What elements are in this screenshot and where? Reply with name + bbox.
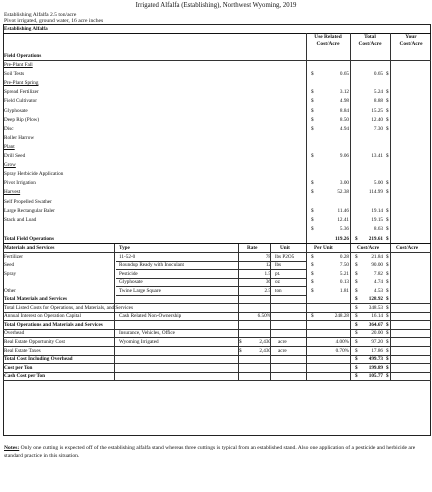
field-row-label: Glyphosate <box>4 107 28 114</box>
field-row-label: Pre-Plant Fall <box>4 62 33 68</box>
your-cost-divider <box>390 244 391 381</box>
field-row-label: Disc <box>4 125 14 132</box>
dollar-sign: $ <box>386 330 389 337</box>
cost-per-ton-row-label: Cost per Ton <box>4 364 33 371</box>
material-label: Other <box>4 287 16 294</box>
dollar-sign: $ <box>386 71 389 78</box>
field-row-use-cost: 3.00 <box>339 180 349 187</box>
dollar-sign: $ <box>386 125 389 132</box>
field-row-label: Roller Harrow <box>4 134 35 141</box>
field-row <box>3 116 431 124</box>
field-row-use-cost: 12.41 <box>337 216 349 223</box>
dollar-sign: $ <box>355 304 358 311</box>
total-overhead-row <box>3 355 431 363</box>
field-row-use-cost: 8.84 <box>339 107 349 114</box>
field-row-label: Drill Seed <box>4 153 26 159</box>
dollar-sign: $ <box>386 216 389 223</box>
real-estate-opportunity-row-value: 97.20 <box>371 338 383 345</box>
field-row-label: Self Propelled Swather <box>4 198 52 205</box>
field-row-label: Pre-Plant Spring <box>4 80 39 87</box>
field-row-label: Large Rectangular Baler <box>4 207 55 214</box>
materials-label: Materials and Services <box>4 244 55 251</box>
materials-per-unit-header: Per Unit <box>314 244 333 251</box>
total-materials-row <box>3 295 431 303</box>
field-row-total-cost: 5.00 <box>373 180 383 187</box>
material-rate: 36 <box>265 279 271 286</box>
re-opp-unit: acre <box>278 338 287 345</box>
field-row-total-cost: 7.30 <box>373 125 383 132</box>
field-row <box>3 161 431 169</box>
interest-row <box>3 312 431 320</box>
total-overhead-row-value: 499.73 <box>368 356 383 363</box>
total-ops-row-label: Total Operations and Materials and Services <box>4 321 103 328</box>
overhead-row-value: 20.00 <box>371 330 383 337</box>
field-row <box>3 61 431 69</box>
cash-cost-row-label: Cash Cost per Ton <box>4 373 45 380</box>
dollar-sign: $ <box>386 321 389 328</box>
material-row <box>3 270 431 278</box>
interest-row-value: 16.14 <box>371 313 383 320</box>
per-unit-divider <box>306 244 307 381</box>
dollar-sign: $ <box>355 295 358 302</box>
header-total: Total Cost/Acre <box>358 34 382 47</box>
dollar-sign: $ <box>355 330 358 337</box>
field-row-use-cost: 52.38 <box>337 189 349 196</box>
field-row <box>3 225 431 233</box>
dollar-sign: $ <box>386 235 389 242</box>
dollar-sign: $ <box>355 373 358 380</box>
field-row <box>3 70 431 78</box>
dollar-sign: $ <box>311 89 314 96</box>
overhead-row <box>3 329 431 337</box>
total-listed-row <box>3 304 431 312</box>
overhead-row-label: Overhead <box>4 330 25 337</box>
section-title-row <box>3 25 431 33</box>
dollar-sign: $ <box>386 347 389 354</box>
unit-divider <box>270 244 271 381</box>
dollar-sign: $ <box>386 207 389 214</box>
overhead-type: Insurance, Vehicles, Office <box>119 330 175 337</box>
field-row <box>3 188 431 196</box>
interest-row-label: Annual Interest on Operation Capital <box>4 313 81 320</box>
dollar-sign: $ <box>386 270 389 277</box>
total-field-label: Total Field Operations <box>4 235 54 242</box>
field-row-total-cost: 13.41 <box>371 153 383 159</box>
field-row <box>3 216 431 224</box>
re-tax-per: 0.70% <box>335 347 349 354</box>
field-row-total-cost: 0.65 <box>373 71 383 78</box>
dollar-sign: $ <box>311 253 314 260</box>
dollar-sign: $ <box>311 207 314 214</box>
dollar-sign: $ <box>386 189 389 196</box>
dollar-sign: $ <box>355 347 358 354</box>
cost-per-ton-row <box>3 364 431 372</box>
dollar-sign: $ <box>386 225 389 232</box>
cost-per-ton-row-value: 199.89 <box>368 364 383 371</box>
dollar-sign: $ <box>355 262 358 269</box>
field-row-label: Plant <box>4 143 15 150</box>
dollar-sign: $ <box>239 347 242 354</box>
section-title: Establishing Alfalfa <box>4 26 48 32</box>
subtitle-yield: Establishing Alfalfa 2.5 ton/acre <box>4 12 77 18</box>
field-row-use-cost: 5.36 <box>339 225 349 232</box>
dollar-sign: $ <box>311 153 314 159</box>
field-row-label: Pivot Irrigation <box>4 180 36 187</box>
divider <box>3 380 431 381</box>
material-label: Seed <box>4 262 15 269</box>
materials-cost-header: Cost/Acre <box>357 244 380 251</box>
notes <box>4 444 426 460</box>
field-row <box>3 97 431 105</box>
field-row-label: Soil Tests <box>4 71 25 78</box>
dollar-sign: $ <box>355 235 358 242</box>
field-row-use-cost: 4.98 <box>339 98 349 105</box>
field-row <box>3 143 431 151</box>
material-unit: lbs <box>275 262 282 269</box>
real-estate-tax-row-value: 17.86 <box>371 347 383 354</box>
subtitle-irrigation: Pivot irrigated, ground water, 16 acre inches <box>4 18 104 24</box>
field-row-total-cost: 8.88 <box>373 98 383 105</box>
notes-text: Only one cutting is expected off of the establishing alfalfa stand whereas three cuttings is typical from an established stand. Also one application of a pesticide and herbicide are standard practice in this situation. <box>4 445 416 459</box>
interest-per: 248.28 <box>334 313 349 320</box>
dollar-sign: $ <box>311 287 314 294</box>
material-rate: 2.5 <box>264 287 271 294</box>
cash-cost-row <box>3 372 431 380</box>
dollar-sign: $ <box>355 338 358 345</box>
materials-unit-header: Unit <box>280 244 290 251</box>
dollar-sign: $ <box>355 279 358 286</box>
dollar-sign: $ <box>311 116 314 123</box>
material-row <box>3 278 431 286</box>
field-row <box>3 152 431 160</box>
material-per-unit: 5.21 <box>339 270 349 277</box>
cash-cost-row-value: 105.77 <box>368 373 383 380</box>
material-type: Glyphosate <box>119 279 143 286</box>
dollar-sign: $ <box>386 98 389 105</box>
field-row <box>3 134 431 142</box>
dollar-sign: $ <box>386 89 389 96</box>
dollar-sign: $ <box>386 253 389 260</box>
dollar-sign: $ <box>355 253 358 260</box>
field-row-total-cost: 19.15 <box>371 216 383 223</box>
material-rate: 1.5 <box>264 270 271 277</box>
field-row-label: Spread Fertilizer <box>4 89 39 96</box>
total-field-total: 219.61 <box>368 235 383 242</box>
material-unit: pt. <box>275 270 281 277</box>
materials-type-header: Type <box>119 244 130 251</box>
dollar-sign: $ <box>355 321 358 328</box>
dollar-sign: $ <box>386 338 389 345</box>
field-row-use-cost: 4.94 <box>339 125 349 132</box>
total-ops-row <box>3 321 431 329</box>
material-cost: 90.00 <box>371 262 383 269</box>
material-unit: oz <box>275 279 280 286</box>
field-row-label: Stack and Load <box>4 216 37 223</box>
field-row-label: Spray Herbicide Application <box>4 171 64 178</box>
dollar-sign: $ <box>386 279 389 286</box>
real-estate-tax-row <box>3 347 431 355</box>
total-overhead-row-label: Total Cost Including Overhead <box>4 356 73 363</box>
re-tax-rate: 2,430 <box>259 347 271 354</box>
materials-header-row <box>3 244 431 252</box>
total-listed-row-value: 348.53 <box>368 304 383 311</box>
field-operations-label: Field Operations <box>4 53 42 59</box>
field-row-label: Grow <box>4 162 16 169</box>
field-row-use-cost: 3.12 <box>339 89 349 96</box>
interest-rate: 6.50% <box>257 313 271 320</box>
material-cost: 4.74 <box>373 279 383 286</box>
material-type: 11-52-0 <box>119 253 136 260</box>
dollar-sign: $ <box>311 98 314 105</box>
material-label: Spray <box>4 270 17 277</box>
field-row-label: Deep Rip (Plow) <box>4 116 40 123</box>
field-row-total-cost: 114.99 <box>368 189 383 196</box>
material-rate: 78 <box>265 253 271 260</box>
field-row <box>3 107 431 115</box>
dollar-sign: $ <box>386 373 389 380</box>
page-title: Irrigated Alfalfa (Establishing), Northwest Wyoming, 2019 <box>135 2 297 9</box>
field-row-total-cost: 15.25 <box>371 107 383 114</box>
material-type: Pesticide <box>119 270 138 277</box>
field-row <box>3 125 431 133</box>
total-ops-row-value: 364.67 <box>368 321 383 328</box>
dollar-sign: $ <box>386 304 389 311</box>
dollar-sign: $ <box>311 189 314 196</box>
field-row <box>3 198 431 206</box>
dollar-sign: $ <box>311 125 314 132</box>
header-use-related: Use Related Cost/Acre <box>314 34 342 47</box>
material-per-unit: 7.50 <box>339 262 349 269</box>
re-opp-type: Wyoming Irrigated <box>119 338 159 345</box>
field-row-use-cost: 11.46 <box>337 207 349 214</box>
field-row <box>3 88 431 96</box>
re-tax-unit: acre <box>278 347 287 354</box>
notes-label: Notes: <box>4 445 20 451</box>
material-per-unit: 1.81 <box>339 287 349 294</box>
field-row-use-cost: 0.65 <box>339 71 349 78</box>
material-unit: ton <box>275 287 282 294</box>
dollar-sign: $ <box>355 313 358 320</box>
dollar-sign: $ <box>386 180 389 187</box>
dollar-sign: $ <box>386 153 389 159</box>
interest-type: Cash Related Non-Ownership <box>119 313 182 320</box>
material-row <box>3 287 431 295</box>
dollar-sign: $ <box>386 313 389 320</box>
material-per-unit: 0.13 <box>339 279 349 286</box>
field-row-use-cost: 8.50 <box>339 116 349 123</box>
dollar-sign: $ <box>311 270 314 277</box>
total-listed-row-label: Total Listed Costs for Operations, and Materials, and Services <box>4 304 134 311</box>
header-your: Your Cost/Acre <box>399 34 423 47</box>
type-divider <box>114 244 115 381</box>
materials-rate-header: Rate <box>247 244 258 251</box>
real-estate-tax-row-label: Real Estate Taxes <box>4 347 41 354</box>
total-materials-row-value: 128.92 <box>368 295 383 302</box>
material-row <box>3 261 431 269</box>
material-label: Fertilizer <box>4 253 24 260</box>
field-row-label: Field Cultivator <box>4 98 37 105</box>
dollar-sign: $ <box>355 364 358 371</box>
material-unit: lbs P2O5 <box>275 253 295 260</box>
total-field-use: 119.26 <box>335 235 349 242</box>
field-row <box>3 179 431 187</box>
material-type: Twine Large Square <box>119 287 161 294</box>
dollar-sign: $ <box>386 107 389 114</box>
dollar-sign: $ <box>386 262 389 269</box>
re-opp-per: 4.00% <box>335 338 349 345</box>
field-row-total-cost: 19.14 <box>371 207 383 214</box>
material-row <box>3 253 431 261</box>
field-row <box>3 170 431 178</box>
dollar-sign: $ <box>311 180 314 187</box>
real-estate-opportunity-row <box>3 338 431 346</box>
rate-divider <box>238 244 239 381</box>
material-rate: 12 <box>265 262 271 269</box>
dollar-sign: $ <box>239 338 242 345</box>
dollar-sign: $ <box>311 71 314 78</box>
dollar-sign: $ <box>311 225 314 232</box>
material-cost: 4.53 <box>373 287 383 294</box>
field-row-total-cost: 8.63 <box>373 225 383 232</box>
dollar-sign: $ <box>355 270 358 277</box>
dollar-sign: $ <box>311 107 314 114</box>
field-row-use-cost: 9.06 <box>339 153 349 159</box>
dollar-sign: $ <box>311 313 314 320</box>
field-row-total-cost: 12.40 <box>371 116 383 123</box>
material-cost: 7.82 <box>373 270 383 277</box>
field-row-total-cost: 5.24 <box>373 89 383 96</box>
dollar-sign: $ <box>386 356 389 363</box>
field-operations-header <box>3 52 431 60</box>
material-per-unit: 0.28 <box>339 253 349 260</box>
dollar-sign: $ <box>386 364 389 371</box>
field-row-label: Harvest <box>4 189 21 196</box>
field-row <box>3 207 431 215</box>
dollar-sign: $ <box>355 356 358 363</box>
cost-divider <box>350 244 351 381</box>
total-field-operations-row <box>3 235 431 243</box>
real-estate-opportunity-row-label: Real Estate Opportunity Cost <box>4 338 65 345</box>
total-materials-row-label: Total Materials and Services <box>4 295 68 302</box>
materials-your-cost-header: Cost/Acre <box>396 244 419 251</box>
re-opp-rate: 2,430 <box>259 338 271 345</box>
dollar-sign: $ <box>311 216 314 223</box>
material-type: Roundup Ready with Inoculant <box>119 262 184 269</box>
dollar-sign: $ <box>311 279 314 286</box>
dollar-sign: $ <box>386 116 389 123</box>
dollar-sign: $ <box>355 287 358 294</box>
dollar-sign: $ <box>386 287 389 294</box>
dollar-sign: $ <box>311 262 314 269</box>
field-row <box>3 79 431 87</box>
material-cost: 21.84 <box>371 253 383 260</box>
dollar-sign: $ <box>386 295 389 302</box>
